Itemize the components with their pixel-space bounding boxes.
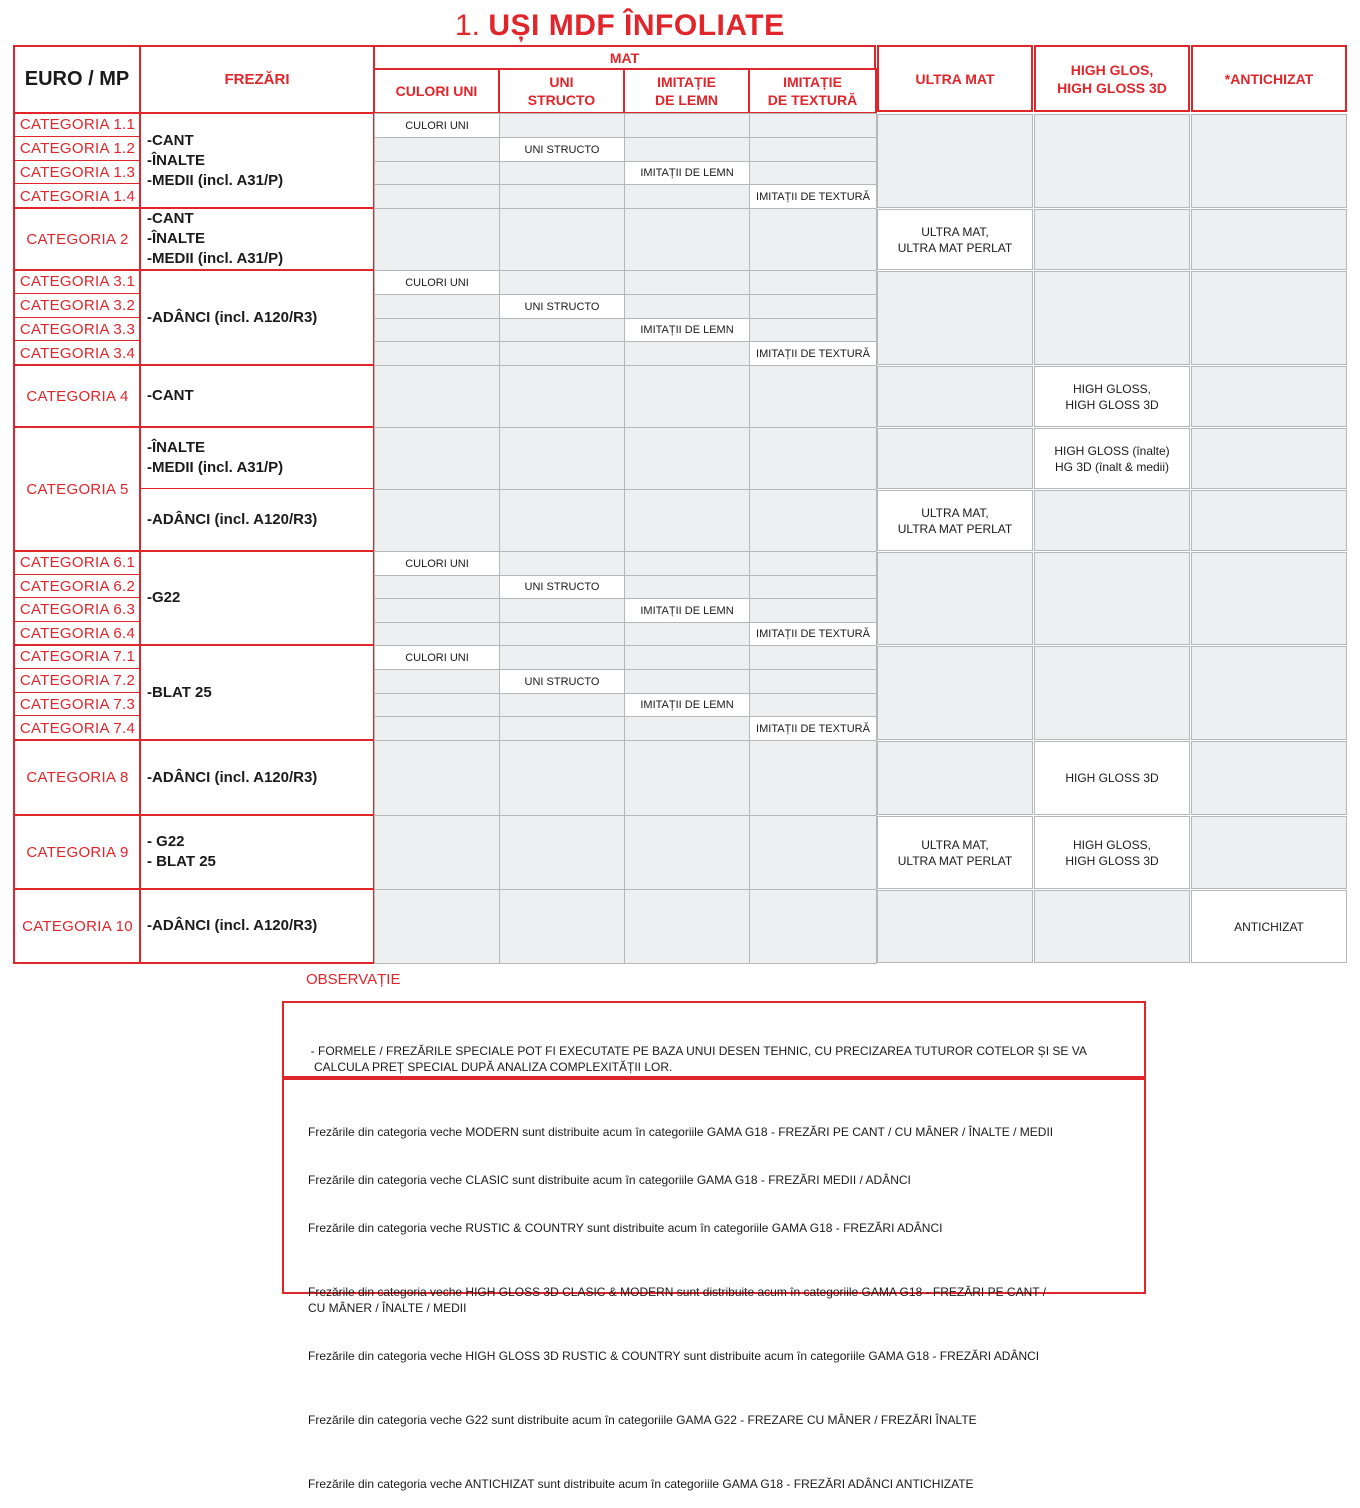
category-label: CATEGORIA 6.2 bbox=[15, 575, 140, 598]
frezari-cell: -G22 bbox=[147, 589, 181, 606]
note-item: Frezările din categoria veche CLASIC sunt distribuite acum în categoriile GAMA G18 - FREZĂRI MEDII / ADÂNCI bbox=[308, 1173, 911, 1187]
header-mat: MAT bbox=[373, 45, 876, 70]
price-cell bbox=[1034, 114, 1190, 208]
mat-finish-cell: IMITAȚII DE TEXTURĂ bbox=[749, 716, 877, 741]
header-mat-col: CULORI UNI bbox=[373, 68, 500, 114]
price-cell bbox=[1191, 552, 1347, 645]
price-cell bbox=[1191, 490, 1347, 551]
price-cell bbox=[1034, 209, 1190, 270]
mat-finish-cell: IMITAȚII DE LEMN bbox=[624, 161, 750, 185]
price-cell bbox=[1034, 890, 1190, 963]
finish-cell: ULTRA MAT, ULTRA MAT PERLAT bbox=[877, 209, 1033, 270]
notes-box bbox=[282, 1078, 1146, 1491]
mat-finish-cell: UNI STRUCTO bbox=[499, 575, 625, 599]
frezari-cell: -CANT bbox=[147, 387, 194, 404]
mat-finish-cell: UNI STRUCTO bbox=[499, 137, 625, 162]
category-group-border bbox=[13, 269, 375, 366]
price-cell bbox=[1034, 646, 1190, 740]
price-cell bbox=[877, 271, 1033, 365]
mat-finish-cell: CULORI UNI bbox=[374, 645, 500, 670]
category-group-border bbox=[13, 364, 375, 428]
observatie-title: OBSERVAȚIE bbox=[306, 971, 401, 988]
category-label: CATEGORIA 7.3 bbox=[15, 693, 140, 716]
frezari-divider bbox=[139, 815, 141, 889]
category-label: CATEGORIA 3.4 bbox=[19, 344, 136, 362]
category-label: CATEGORIA 7.2 bbox=[15, 669, 140, 693]
category-label: CATEGORIA 3.3 bbox=[15, 318, 140, 341]
finish-cell: HIGH GLOSS 3D bbox=[1034, 741, 1190, 815]
frezari-divider bbox=[139, 208, 141, 270]
category-label: CATEGORIA 8 bbox=[26, 769, 129, 786]
price-cell bbox=[1034, 271, 1190, 365]
note-item: Frezările din categoria veche ANTICHIZAT sunt distribuite acum în categoriile GAMA G18 - FREZĂRI ADÂNCI ANTICHIZATE bbox=[308, 1477, 974, 1491]
finish-cell: HIGH GLOSS (înalte) HG 3D (înalt & medii) bbox=[1034, 428, 1190, 489]
price-cell bbox=[877, 428, 1033, 489]
frezari-cell: -ADÂNCI (incl. A120/R3) bbox=[147, 308, 318, 326]
price-cell bbox=[877, 741, 1033, 815]
category-label: CATEGORIA 2 bbox=[26, 230, 129, 248]
note-item: Frezările din categoria veche HIGH GLOSS 3D RUSTIC & COUNTRY sunt distribuite acum în categoriile GAMA G18 - FREZĂRI ADÂNCI bbox=[308, 1349, 1040, 1363]
price-cell bbox=[877, 366, 1033, 427]
note-item: Frezările din categoria veche MODERN sunt distribuite acum în categoriile GAMA G18 - FREZĂRI PE CANT / CU MÂNER / ÎNALTE / MEDII bbox=[308, 1125, 1054, 1139]
header-right-col: HIGH GLOS, HIGH GLOSS 3D bbox=[1034, 45, 1190, 112]
frezari-divider bbox=[139, 889, 141, 963]
frezari-cell: -BLAT 25 bbox=[147, 683, 212, 701]
category-label: CATEGORIA 7.1 bbox=[15, 645, 140, 669]
header-mat-col: UNI STRUCTO bbox=[498, 68, 625, 114]
header-frezari: FREZĂRI bbox=[139, 45, 375, 114]
mat-finish-cell: IMITAȚII DE TEXTURĂ bbox=[749, 184, 877, 209]
header-mat-col: IMITAȚIE DE LEMN bbox=[623, 68, 750, 114]
header-mat-col: IMITAȚIE DE TEXTURĂ bbox=[748, 68, 877, 114]
price-cell bbox=[1191, 741, 1347, 815]
frezari-cell: -CANT -ÎNALTE -MEDII (incl. A31/P) bbox=[147, 131, 284, 189]
price-cell bbox=[1191, 816, 1347, 889]
category-label: CATEGORIA 3.1 bbox=[15, 270, 140, 294]
title-number: 1. bbox=[455, 9, 481, 42]
category-group-border bbox=[13, 550, 375, 646]
finish-cell: HIGH GLOSS, HIGH GLOSS 3D bbox=[1034, 366, 1190, 427]
category-label: CATEGORIA 3.2 bbox=[15, 294, 140, 318]
frezari-divider bbox=[139, 740, 141, 815]
mat-finish-cell: IMITAȚII DE LEMN bbox=[624, 693, 750, 717]
category-label: CATEGORIA 4 bbox=[26, 387, 129, 405]
note-item: Frezările din categoria veche G22 sunt distribuite acum în categoriile GAMA G22 - FREZARE CU MÂNER / FREZĂRI ÎNALTE bbox=[308, 1413, 977, 1427]
finish-cell: HIGH GLOSS, HIGH GLOSS 3D bbox=[1034, 816, 1190, 889]
mat-finish-cell: IMITAȚII DE LEMN bbox=[624, 318, 750, 342]
category-label: CATEGORIA 7.4 bbox=[19, 719, 136, 737]
frezari-cell: -ADÂNCI (incl. A120/R3) bbox=[147, 768, 318, 786]
price-cell bbox=[1191, 646, 1347, 740]
mat-finish-cell: UNI STRUCTO bbox=[499, 669, 625, 694]
frezari-divider bbox=[139, 427, 141, 551]
header-right-col: ULTRA MAT bbox=[877, 45, 1033, 112]
category-label: CATEGORIA 6.1 bbox=[15, 551, 140, 575]
frezari-cell: - G22 - BLAT 25 bbox=[147, 833, 216, 870]
category-group-border bbox=[13, 888, 375, 964]
frezari-cell: -ÎNALTE -MEDII (incl. A31/P) bbox=[141, 427, 374, 489]
price-cell bbox=[877, 890, 1033, 963]
mat-finish-cell: CULORI UNI bbox=[374, 270, 500, 295]
mat-block-border bbox=[374, 113, 877, 964]
mat-finish-cell: CULORI UNI bbox=[374, 551, 500, 576]
category-group-border bbox=[13, 426, 375, 552]
category-label: CATEGORIA 6.3 bbox=[15, 598, 140, 622]
price-cell bbox=[1191, 366, 1347, 427]
frezari-cell: -ADÂNCI (incl. A120/R3) bbox=[147, 917, 318, 934]
frezari-divider bbox=[139, 645, 141, 740]
frezari-divider bbox=[139, 365, 141, 427]
category-group-border bbox=[13, 739, 375, 816]
finish-cell: ULTRA MAT, ULTRA MAT PERLAT bbox=[877, 490, 1033, 551]
mat-finish-cell: CULORI UNI bbox=[374, 113, 500, 138]
price-cell bbox=[877, 552, 1033, 645]
note-item: Frezările din categoria veche RUSTIC & COUNTRY sunt distribuite acum în categoriile GAMA G18 - FREZĂRI ADÂNCI bbox=[308, 1221, 943, 1235]
finish-cell: ULTRA MAT, ULTRA MAT PERLAT bbox=[877, 816, 1033, 889]
frezari-divider bbox=[139, 113, 141, 208]
category-label: CATEGORIA 9 bbox=[26, 843, 129, 861]
header-right-col: *ANTICHIZAT bbox=[1191, 45, 1347, 112]
frezari-divider bbox=[139, 551, 141, 645]
frezari-cell: -ADÂNCI (incl. A120/R3) bbox=[147, 511, 318, 528]
observatie-text: - FORMELE / FREZĂRILE SPECIALE POT FI EXECUTATE PE BAZA UNUI DESEN TEHNIC, CU PRECIZAREA TUTUROR COTELOR ȘI SE VA CALCULA PREȚ SPECIAL DUPĂ ANALIZA COMPLEXITĂȚII LOR. bbox=[310, 1044, 1087, 1074]
frezari-cell: -CANT -ÎNALTE -MEDII (incl. A31/P) bbox=[147, 210, 284, 267]
price-cell bbox=[1191, 209, 1347, 270]
price-cell bbox=[1034, 552, 1190, 645]
header-euro: EURO / MP bbox=[13, 45, 141, 114]
frezari-divider bbox=[139, 270, 141, 365]
mat-finish-cell: IMITAȚII DE LEMN bbox=[624, 598, 750, 623]
mat-finish-cell: UNI STRUCTO bbox=[499, 294, 625, 319]
price-cell bbox=[1034, 490, 1190, 551]
finish-cell: ANTICHIZAT bbox=[1191, 890, 1347, 963]
category-label: CATEGORIA 1.4 bbox=[19, 187, 136, 205]
observatie-box bbox=[282, 1001, 1146, 1078]
price-cell bbox=[1191, 271, 1347, 365]
category-label: CATEGORIA 6.4 bbox=[19, 625, 136, 642]
mat-finish-cell: IMITAȚII DE TEXTURĂ bbox=[749, 622, 877, 646]
mat-finish-cell: IMITAȚII DE TEXTURĂ bbox=[749, 341, 877, 366]
price-cell bbox=[877, 646, 1033, 740]
category-label: CATEGORIA 1.2 bbox=[15, 137, 140, 161]
category-group-border bbox=[13, 207, 375, 271]
category-group-border bbox=[13, 644, 375, 741]
price-cell bbox=[1191, 114, 1347, 208]
category-label: CATEGORIA 1.3 bbox=[15, 161, 140, 184]
title-text: UȘI MDF ÎNFOLIATE bbox=[488, 9, 785, 42]
category-group-border bbox=[13, 814, 375, 890]
note-item: Frezările din categoria veche HIGH GLOSS 3D CLASIC & MODERN sunt distribuite acum în categoriile GAMA G18 - FREZĂRI PE CANT / CU MÂNER / ÎNALTE / MEDII bbox=[308, 1285, 1047, 1315]
category-group-border bbox=[13, 112, 375, 209]
category-label: CATEGORIA 10 bbox=[22, 917, 133, 935]
price-cell bbox=[1191, 428, 1347, 489]
category-label: CATEGORIA 1.1 bbox=[15, 113, 140, 137]
category-label: CATEGORIA 5 bbox=[26, 480, 129, 498]
price-cell bbox=[877, 114, 1033, 208]
